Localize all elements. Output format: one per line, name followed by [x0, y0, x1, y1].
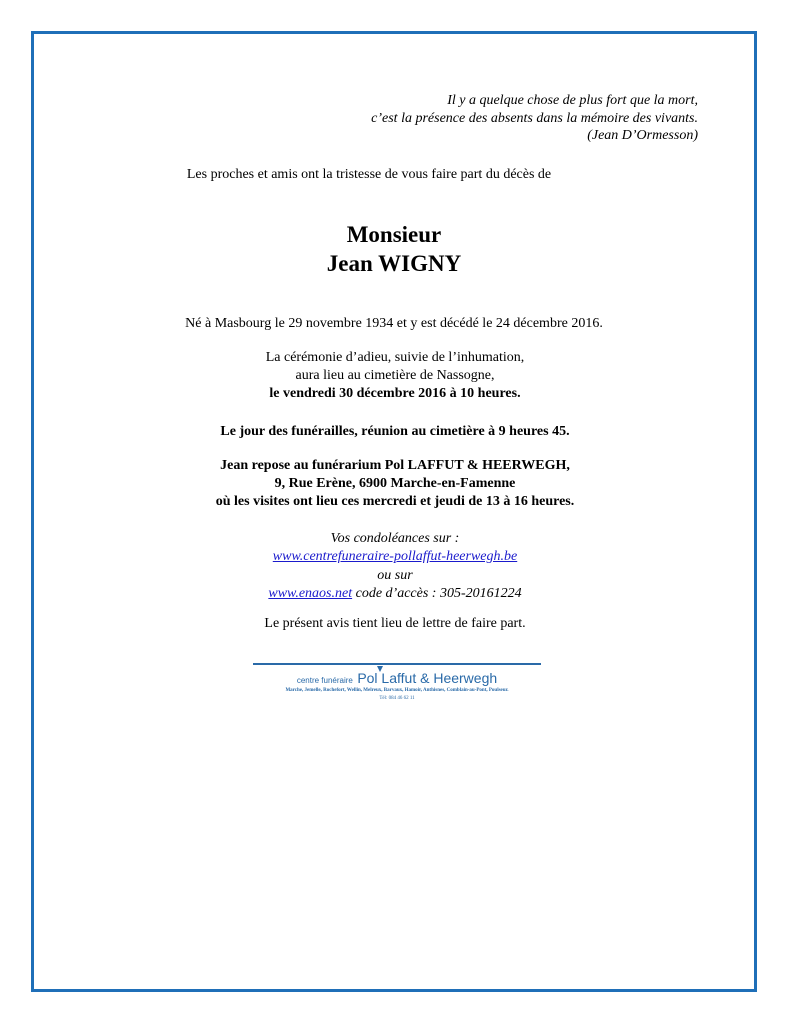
deceased-title: Monsieur	[346, 222, 442, 247]
logo-brand: Pol Laffut & Heerwegh	[357, 670, 498, 686]
epigraph-quote	[250, 92, 698, 145]
condolences-link-enaos[interactable]: www.enaos.net	[268, 586, 353, 601]
funeral-home-address: 9, Rue Erène, 6900 Marche-en-Famenne	[274, 476, 516, 491]
ceremony-date: le vendredi 30 décembre 2016 à 10 heures.	[269, 386, 521, 401]
quote-author: (Jean D’Ormesson)	[587, 128, 698, 143]
birth-death-line: Né à Masbourg le 29 novembre 1934 et y est décédé le 24 décembre 2016.	[185, 316, 603, 331]
visiting-hours: où les visites ont lieu ces mercredi et jeudi de 13 à 16 heures.	[215, 494, 575, 509]
logo-rule	[253, 663, 541, 665]
notice-line: Le présent avis tient lieu de lettre de faire part.	[264, 616, 526, 631]
logo-prefix: centre funéraire	[296, 676, 353, 685]
ceremony-line-1: La cérémonie d’adieu, suivie de l’inhumation,	[265, 350, 525, 365]
deceased-name: Jean WIGNY	[326, 251, 462, 276]
quote-line-1: Il y a quelque chose de plus fort que la mort,	[447, 93, 698, 108]
announcement-intro: Les proches et amis ont la tristesse de vous faire part du décès de	[186, 167, 552, 182]
condolences-label: Vos condoléances sur :	[330, 531, 460, 546]
funeral-home-line-1: Jean repose au funérarium Pol LAFFUT & HEERWEGH,	[220, 458, 570, 473]
logo-brand-row	[253, 670, 541, 688]
access-code: code d’accès : 305-20161224	[352, 586, 522, 601]
condolences-link-funeral-home[interactable]: www.centrefuneraire-pollaffut-heerwegh.be	[272, 549, 518, 564]
condolences-or: ou sur	[377, 568, 413, 583]
ceremony-line-2: aura lieu au cimetière de Nassogne,	[295, 368, 495, 383]
quote-line-2: c’est la présence des absents dans la mémoire des vivants.	[371, 110, 698, 126]
funeral-home-logo	[253, 660, 541, 708]
meeting-line: Le jour des funérailles, réunion au cimetière à 9 heures 45.	[220, 424, 570, 439]
logo-phone: Tél: 084 46 62 11	[379, 696, 415, 701]
logo-towns: Marche, Jemelle, Rochefort, Wellin, Melreux, Barvaux, Hamoir, Anthisnes, Comblain-au-Pont, Poulseur.	[285, 688, 509, 693]
